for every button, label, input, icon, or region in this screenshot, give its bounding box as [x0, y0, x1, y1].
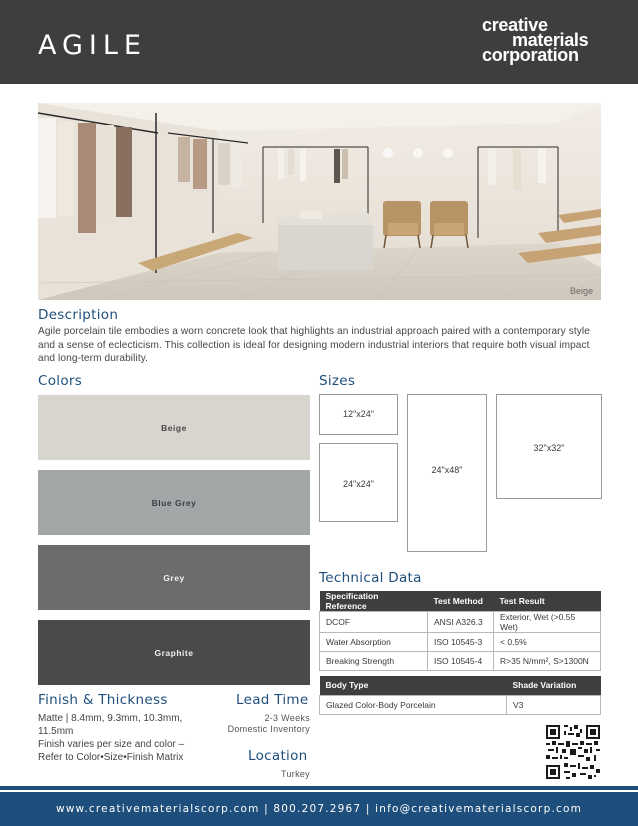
- table-cell: ANSI A326.3: [428, 612, 494, 633]
- technical-header-row: [320, 591, 601, 612]
- finish-line: Refer to Color•Size•Finish Matrix: [38, 752, 184, 763]
- table-cell: R>35 N/mm², S>1300N: [494, 652, 601, 671]
- size-24x48: [407, 394, 487, 552]
- table-cell: Exterior, Wet (>0.55 Wet): [494, 612, 601, 633]
- size-24x24: [319, 443, 398, 522]
- body-header-row: [320, 676, 601, 695]
- size-label: 24"x48": [431, 465, 463, 475]
- showroom-illustration: [38, 103, 601, 300]
- technical-heading: Technical Data: [319, 570, 422, 586]
- location-heading: Location: [248, 748, 308, 764]
- table-row: [320, 633, 601, 652]
- finish-line: 11.5mm: [38, 726, 74, 737]
- finish-heading: Finish & Thickness: [38, 692, 168, 708]
- lead-time-line: 2-3 Weeks: [264, 713, 310, 723]
- header-bar: [0, 0, 638, 84]
- swatch-grey: [38, 545, 310, 610]
- technical-table: [319, 591, 601, 671]
- logo-line-2: materials: [512, 30, 589, 50]
- table-cell: < 0.5%: [494, 633, 601, 652]
- table-row: [320, 652, 601, 671]
- colors-heading: Colors: [38, 373, 83, 389]
- location-value: Turkey: [281, 769, 310, 779]
- table-cell: Breaking Strength: [320, 652, 428, 671]
- sizes-heading: Sizes: [319, 373, 356, 389]
- col-test-method: Test Method: [428, 591, 494, 612]
- company-logo: [482, 15, 612, 65]
- qr-code-icon[interactable]: [546, 725, 600, 779]
- swatch-label: Blue Grey: [151, 497, 197, 508]
- table-cell: V3: [507, 695, 601, 714]
- body-type-table: [319, 676, 601, 715]
- size-12x24: [319, 394, 398, 435]
- description-text: Agile porcelain tile embodies a worn concrete look that highlights an industrial approach paired with a contemporary style and a sense of eclecticism. This collection is ideal for designing modern industrial interiors that require both visual impact and long-term durability.: [38, 326, 590, 364]
- footer-contact-text[interactable]: www.creativematerialscorp.com | 800.207.2967 | info@creativematerialscorp.com: [55, 803, 583, 815]
- swatch-label: Grey: [163, 572, 185, 583]
- finish-line: Finish varies per size and color –: [38, 739, 185, 750]
- table-cell: ISO 10545-4: [428, 652, 494, 671]
- swatch-label: Beige: [161, 422, 187, 433]
- lead-time-line: Domestic Inventory: [227, 724, 310, 734]
- swatch-label: Graphite: [154, 647, 194, 658]
- finish-line: Matte | 8.4mm, 9.3mm, 10.3mm,: [38, 713, 183, 724]
- swatch-blue-grey: [38, 470, 310, 535]
- table-cell: Glazed Color-Body Porcelain: [320, 695, 507, 714]
- size-label: 32"x32": [533, 443, 565, 453]
- col-spec-ref: Specification Reference: [320, 591, 428, 612]
- description-heading: Description: [38, 307, 119, 323]
- logo-line-1: creative: [482, 15, 548, 35]
- size-32x32: [496, 394, 602, 499]
- collection-title: AGILE: [38, 30, 147, 61]
- hero-showroom-image: [38, 103, 601, 300]
- hero-caption: Beige: [569, 286, 593, 296]
- table-cell: Water Absorption: [320, 633, 428, 652]
- table-row: [320, 612, 601, 633]
- table-row: [320, 695, 601, 714]
- size-label: 24"x24": [343, 479, 374, 489]
- swatch-graphite: [38, 620, 310, 685]
- col-shade-variation: Shade Variation: [507, 676, 601, 695]
- footer-divider: [0, 786, 638, 790]
- col-test-result: Test Result: [494, 591, 601, 612]
- finish-details: [38, 712, 223, 764]
- logo-line-3: corporation: [482, 45, 579, 65]
- lead-time-heading: Lead Time: [236, 692, 309, 708]
- col-body-type: Body Type: [320, 676, 507, 695]
- lead-time-details: [200, 713, 310, 735]
- footer-bar: [0, 792, 638, 826]
- table-cell: DCOF: [320, 612, 428, 633]
- table-cell: ISO 10545-3: [428, 633, 494, 652]
- size-label: 12"x24": [343, 409, 374, 419]
- swatch-beige: [38, 395, 310, 460]
